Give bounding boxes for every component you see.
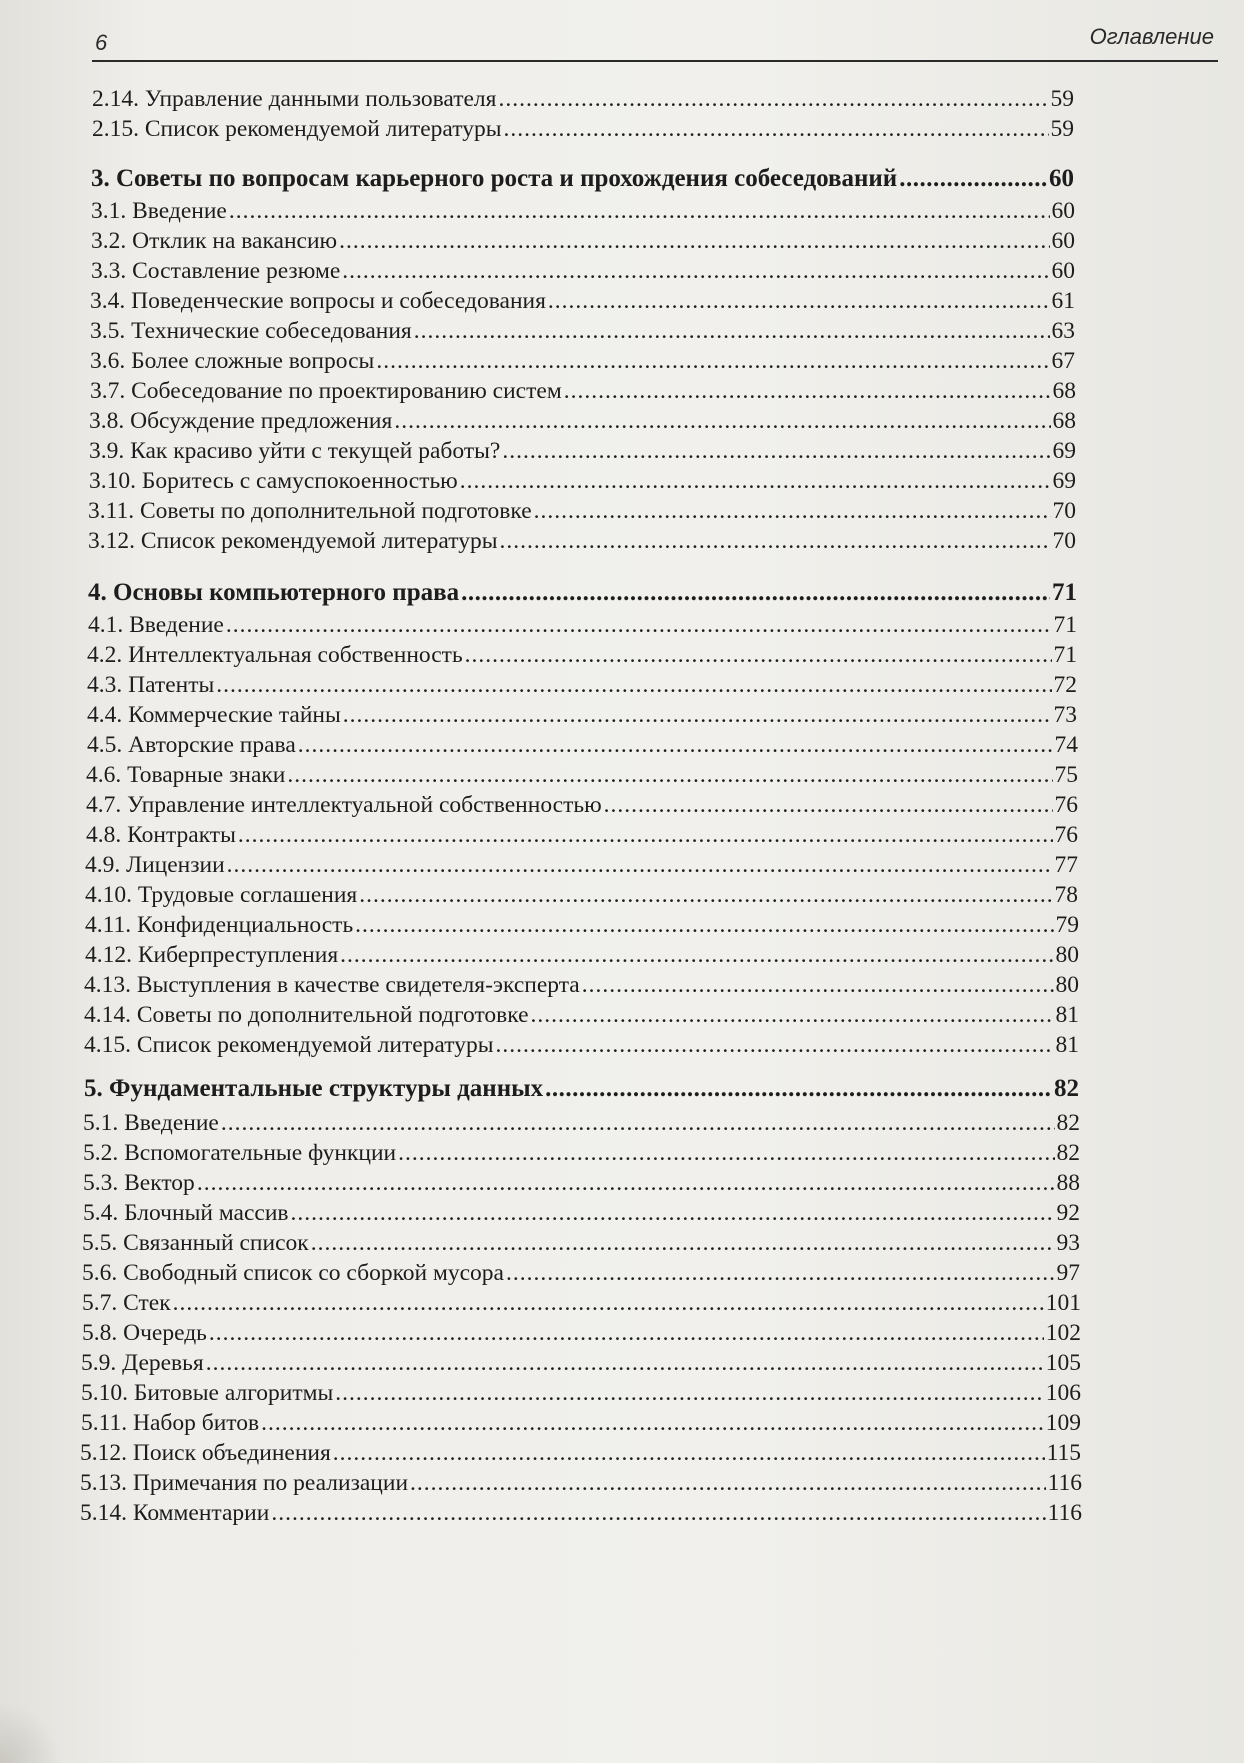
toc-entry-title: 2.14. Управление данными пользователя (92, 86, 497, 112)
toc-entry-page: 78 (1054, 882, 1078, 908)
toc-entry (91, 256, 1075, 286)
toc-entry (84, 1000, 1079, 1030)
toc-entry-title: 3.4. Поведенческие вопросы и собеседования (90, 288, 546, 314)
toc-entry (81, 1348, 1081, 1378)
dot-leader (342, 256, 1049, 286)
toc-entry (85, 910, 1079, 940)
toc-entry-title: 4.12. Киберпреступления (85, 942, 339, 968)
dot-leader (226, 610, 1052, 640)
toc-entry-page: 70 (1052, 528, 1076, 554)
toc-entry-title: 4.13. Выступления в качестве свидетеля-эксперта (84, 972, 580, 998)
dot-leader (216, 670, 1051, 700)
toc-entry-page: 77 (1054, 852, 1078, 878)
dot-leader (899, 164, 1047, 194)
toc-entry-page: 68 (1052, 408, 1076, 434)
toc-entry-page: 81 (1055, 1002, 1079, 1028)
dot-leader (339, 226, 1049, 256)
toc-entry-title: 5.1. Введение (83, 1110, 219, 1136)
toc-entry-page: 106 (1045, 1380, 1081, 1406)
toc-entry (81, 1378, 1081, 1408)
toc-chapter-entry (91, 164, 1074, 194)
toc-entry (83, 1108, 1080, 1138)
dot-leader (410, 1468, 1046, 1498)
toc-entry-title: 3.1. Введение (91, 198, 227, 224)
dot-leader (604, 790, 1053, 820)
dot-leader (506, 1258, 1055, 1288)
toc-entry-page: 93 (1056, 1230, 1080, 1256)
toc-entry-page: 60 (1051, 198, 1075, 224)
toc-entry-page: 68 (1052, 378, 1076, 404)
dot-leader (229, 196, 1050, 226)
toc-entry (84, 970, 1079, 1000)
toc-entry-page: 115 (1046, 1440, 1081, 1466)
dot-leader (173, 1288, 1044, 1318)
toc-entry-page: 88 (1056, 1170, 1080, 1196)
toc-entry-title: 5.14. Комментарии (80, 1500, 270, 1526)
dot-leader (311, 1228, 1055, 1258)
dot-leader (498, 84, 1048, 114)
toc-entry-title: 5.3. Вектор (83, 1170, 195, 1196)
toc-entry-page: 76 (1054, 792, 1078, 818)
toc-entry-title: 4.8. Контракты (86, 822, 236, 848)
dot-leader (394, 406, 1050, 436)
toc-entry-page: 63 (1051, 318, 1075, 344)
toc-entry-title: 3.12. Список рекомендуемой литературы (88, 528, 498, 554)
dot-leader (414, 316, 1050, 346)
toc-entry (87, 730, 1078, 760)
dot-leader (460, 466, 1051, 496)
toc-entry-page: 67 (1051, 348, 1075, 374)
toc-entry-title: 4.2. Интеллектуальная собственность (87, 642, 463, 668)
dot-leader (209, 1318, 1044, 1348)
toc-entry (80, 1498, 1082, 1528)
toc-entry-page: 73 (1053, 702, 1077, 728)
toc-entry-title: 4.14. Советы по дополнительной подготовке (84, 1002, 529, 1028)
toc-entry-title: 4. Основы компьютерного права (88, 579, 460, 606)
toc-entry-page: 102 (1045, 1320, 1081, 1346)
toc-entry-page: 75 (1054, 762, 1078, 788)
toc-entry-page: 59 (1050, 116, 1074, 142)
toc-entry-title: 3.11. Советы по дополнительной подготовке (88, 498, 532, 524)
toc-entry-title: 5.8. Очередь (82, 1320, 207, 1346)
dot-leader (502, 436, 1050, 466)
toc-entry-title: 5.6. Свободный список со сборкой мусора (82, 1260, 504, 1286)
running-title: Оглавление (1089, 24, 1214, 49)
toc-entry-title: 3.8. Обсуждение предложения (89, 408, 393, 434)
dot-leader (548, 286, 1050, 316)
toc-entry-page: 61 (1051, 288, 1075, 314)
toc-entry-title: 5.10. Битовые алгоритмы (81, 1380, 334, 1406)
toc-entry-title: 4.4. Коммерческие тайны (87, 702, 341, 728)
toc-entry (82, 1288, 1081, 1318)
toc-entry-page: 105 (1045, 1350, 1081, 1376)
toc-entry-title: 5.13. Примечания по реализации (80, 1470, 409, 1496)
toc-entry-title: 5.12. Поиск объединения (80, 1440, 331, 1466)
toc-entry (88, 496, 1076, 526)
toc-entry-title: 4.6. Товарные знаки (86, 762, 286, 788)
toc-entry (82, 1258, 1080, 1288)
toc-entry (84, 1030, 1079, 1060)
dot-leader (261, 1408, 1044, 1438)
toc-entry-page: 71 (1052, 579, 1077, 606)
toc-entry-page: 80 (1055, 942, 1079, 968)
toc-entry (90, 346, 1075, 376)
toc-entry-page: 109 (1045, 1410, 1081, 1436)
toc-entry-title: 4.5. Авторские права (87, 732, 296, 758)
dot-leader (333, 1438, 1045, 1468)
toc-entry-title: 4.1. Введение (88, 612, 224, 638)
dot-leader (531, 1000, 1054, 1030)
toc-entry (81, 1408, 1081, 1438)
toc-entry-page: 60 (1051, 228, 1075, 254)
toc-entry (82, 1228, 1080, 1258)
toc-entry (85, 940, 1079, 970)
toc-entry-title: 5.4. Блочный массив (83, 1200, 289, 1226)
dot-leader (465, 640, 1052, 670)
toc-entry-title: 5.5. Связанный список (82, 1230, 309, 1256)
toc-entry-title: 3.9. Как красиво уйти с текущей работы? (89, 438, 501, 464)
toc-entry (83, 1198, 1080, 1228)
toc-entry-page: 116 (1047, 1470, 1082, 1496)
toc-entry (92, 114, 1074, 144)
toc-entry-page: 80 (1055, 972, 1079, 998)
toc-entry (82, 1318, 1081, 1348)
dot-leader (206, 1348, 1044, 1378)
toc-entry (87, 640, 1077, 670)
dot-leader (335, 1378, 1043, 1408)
toc-chapter-entry (84, 1074, 1079, 1104)
toc-entry-page: 60 (1051, 258, 1075, 284)
toc-entry (91, 196, 1075, 226)
dot-leader (534, 496, 1051, 526)
dot-leader (495, 1030, 1053, 1060)
dot-leader (221, 1108, 1055, 1138)
dot-leader (343, 700, 1052, 730)
dot-leader (355, 910, 1053, 940)
dot-leader (227, 850, 1053, 880)
toc-entry-page: 76 (1054, 822, 1078, 848)
page-corner-shadow (0, 1700, 60, 1763)
toc-entry (88, 610, 1077, 640)
toc-chapter-entry (88, 578, 1077, 608)
dot-leader (271, 1498, 1045, 1528)
toc-entry-page: 97 (1056, 1260, 1080, 1286)
toc-entry (80, 1468, 1082, 1498)
toc-entry (90, 376, 1076, 406)
toc-entry-page: 101 (1045, 1290, 1081, 1316)
toc-entry (89, 406, 1076, 436)
toc-entry (83, 1138, 1080, 1168)
toc-entry (87, 700, 1077, 730)
toc-entry-page: 70 (1052, 498, 1076, 524)
toc-entry-title: 3.2. Отклик на вакансию (91, 228, 338, 254)
toc-entry (89, 436, 1076, 466)
dot-leader (582, 970, 1054, 1000)
toc-entry (86, 790, 1078, 820)
toc-entry-page: 82 (1056, 1110, 1080, 1136)
toc-entry-title: 4.7. Управление интеллектуальной собственностью (86, 792, 602, 818)
dot-leader (564, 376, 1051, 406)
toc-entry-page: 69 (1052, 438, 1076, 464)
dot-leader (359, 880, 1052, 910)
dot-leader (503, 114, 1048, 144)
toc-entry (80, 1438, 1081, 1468)
toc-entry (86, 820, 1078, 850)
toc-entry (92, 84, 1074, 114)
toc-entry-title: 4.11. Конфиденциальность (85, 912, 354, 938)
toc-entry-title: 3.7. Собеседование по проектированию систем (90, 378, 562, 404)
toc-entry-page: 82 (1054, 1075, 1079, 1102)
dot-leader (499, 526, 1050, 556)
page-number: 6 (95, 30, 108, 55)
toc-entry-title: 5.7. Стек (82, 1290, 171, 1316)
toc-entry (91, 226, 1075, 256)
dot-leader (238, 820, 1053, 850)
toc-entry (89, 466, 1076, 496)
dot-leader (287, 760, 1052, 790)
toc-entry (88, 526, 1076, 556)
toc-entry-page: 71 (1053, 612, 1077, 638)
toc-entry-title: 3. Советы по вопросам карьерного роста и прохождения собеседований (91, 165, 898, 192)
toc-entry-title: 5.2. Вспомогательные функции (83, 1140, 397, 1166)
toc-entry (85, 880, 1078, 910)
toc-entry (90, 316, 1075, 346)
toc-entry-page: 60 (1049, 165, 1074, 192)
toc-entry-title: 5. Фундаментальные структуры данных (84, 1075, 544, 1102)
dot-leader (298, 730, 1053, 760)
toc-entry-page: 69 (1052, 468, 1076, 494)
toc-entry-title: 3.3. Составление резюме (91, 258, 341, 284)
toc-entry-page: 116 (1047, 1500, 1082, 1526)
dot-leader (197, 1168, 1055, 1198)
toc-entry-page: 71 (1053, 642, 1077, 668)
toc-entry-page: 82 (1056, 1140, 1080, 1166)
toc-entry (87, 670, 1077, 700)
toc-entry-page: 81 (1055, 1032, 1079, 1058)
dot-leader (376, 346, 1049, 376)
toc-entry (86, 760, 1078, 790)
toc-entry-page: 59 (1050, 86, 1074, 112)
toc-entry-page: 74 (1054, 732, 1078, 758)
toc-entry-title: 3.5. Технические собеседования (90, 318, 412, 344)
toc-entry-title: 4.10. Трудовые соглашения (85, 882, 358, 908)
toc-entry-page: 79 (1055, 912, 1079, 938)
dot-leader (545, 1074, 1052, 1104)
toc-entry-page: 92 (1056, 1200, 1080, 1226)
dot-leader (340, 940, 1053, 970)
toc-entry-title: 4.9. Лицензии (85, 852, 225, 878)
toc-entry (83, 1168, 1080, 1198)
toc-entry-title: 5.9. Деревья (81, 1350, 204, 1376)
dot-leader (398, 1138, 1054, 1168)
toc-entry-title: 4.15. Список рекомендуемой литературы (84, 1032, 494, 1058)
toc-entry-page: 72 (1053, 672, 1077, 698)
toc-entry-title: 3.10. Боритесь с самуспокоенностью (89, 468, 458, 494)
toc-entry-title: 2.15. Список рекомендуемой литературы (92, 116, 502, 142)
toc-entry-title: 3.6. Более сложные вопросы (90, 348, 375, 374)
toc-entry (85, 850, 1078, 880)
dot-leader (291, 1198, 1055, 1228)
toc-entry-title: 5.11. Набор битов (81, 1410, 260, 1436)
toc-entry (90, 286, 1075, 316)
dot-leader (461, 578, 1050, 608)
toc-entry-title: 4.3. Патенты (87, 672, 215, 698)
